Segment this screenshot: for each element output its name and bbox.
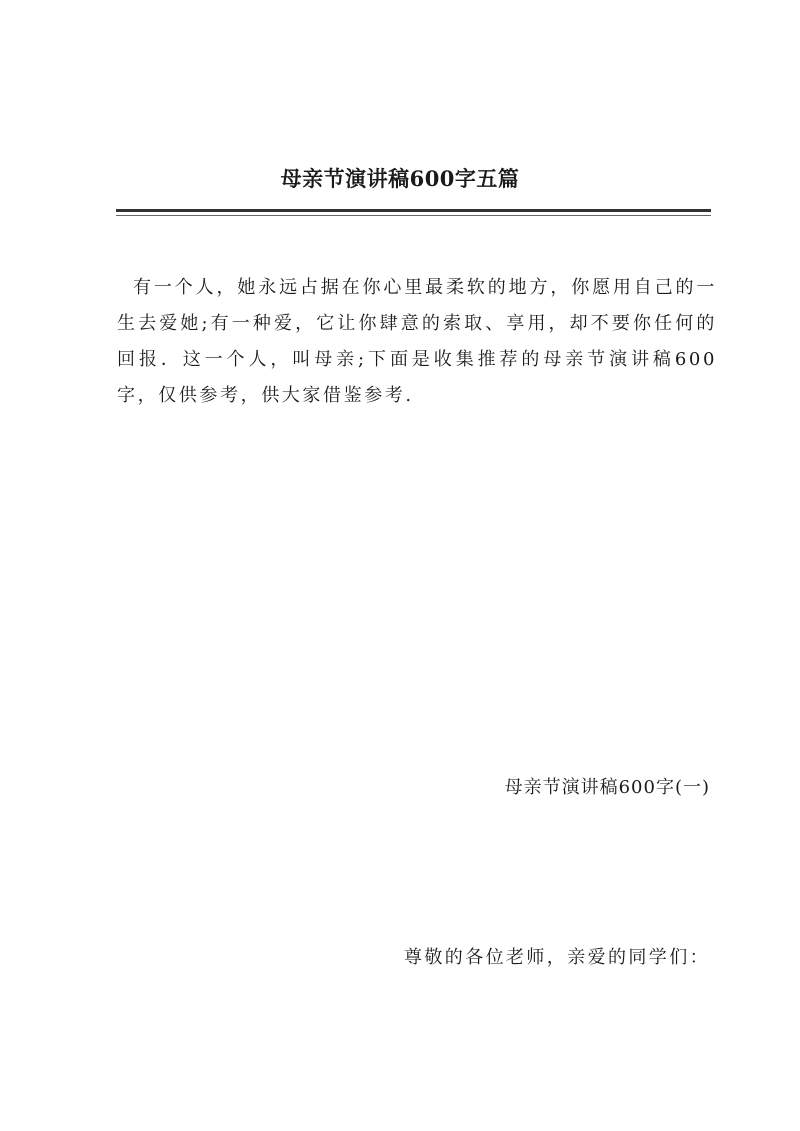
title-divider-thin (116, 215, 711, 216)
section-heading: 母亲节演讲稿600字(一) (504, 777, 710, 798)
document-title: 母亲节演讲稿600字五篇 (280, 166, 520, 191)
title-divider (116, 209, 711, 212)
intro-paragraph: 有一个人，她永远占据在你心里最柔软的地方，你愿用自己的一生去爱她;有一种爱，它让你肆意的索取、享用，却不要你任何的回报．这一个人，叫母亲;下面是收集推荐的母亲节演讲稿600字，仅供参考，供大家借鉴参考. (117, 277, 717, 406)
salutation: 尊敬的各位老师，亲爱的同学们： (404, 947, 710, 968)
